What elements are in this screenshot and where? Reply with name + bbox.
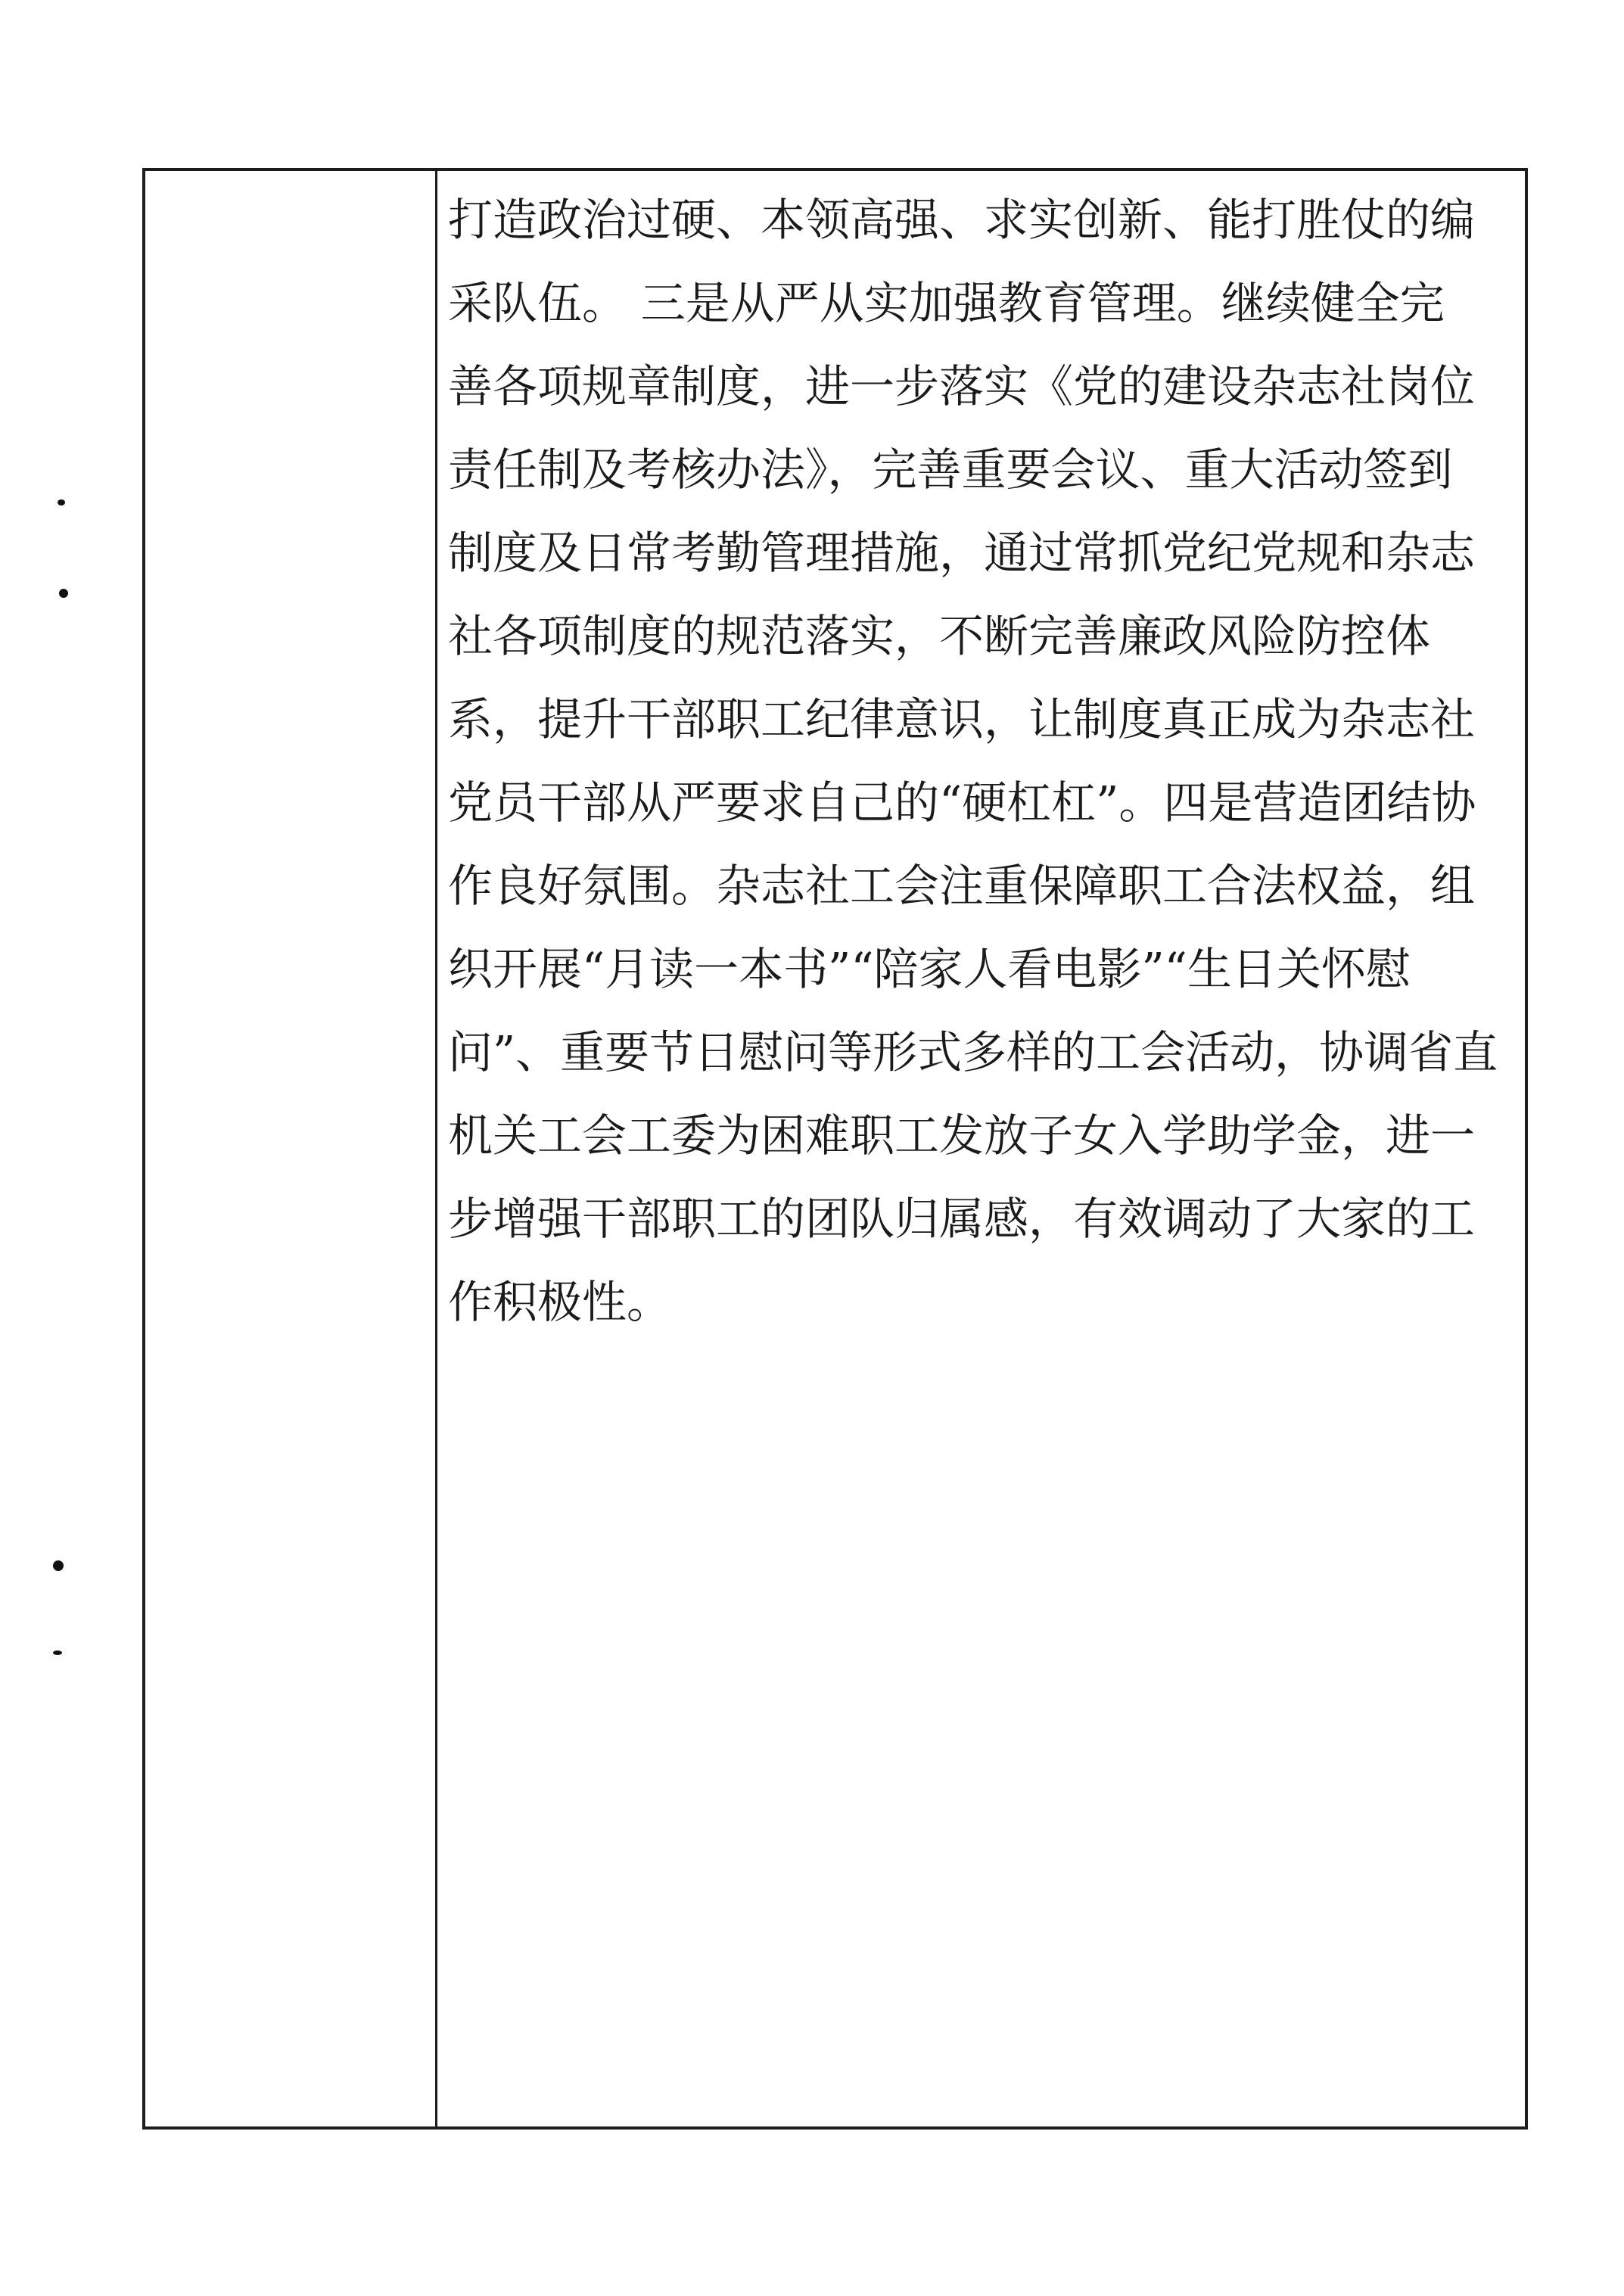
binding-mark-1: [58, 499, 65, 506]
table-label-cell: [145, 171, 435, 2126]
text-line-14: 作积极性。: [448, 1276, 672, 1328]
text-line-10: 织开展“月读一本书”“陪家人看电影”“生日关怀慰: [448, 943, 1411, 995]
text-line-3: 善各项规章制度，进一步落实《党的建设杂志社岗位: [448, 360, 1476, 412]
text-line-12: 机关工会工委为困难职工发放子女入学助学金，进一: [448, 1109, 1476, 1162]
text-line-4: 责任制及考核办法》，完善重要会议、重大活动签到: [448, 443, 1453, 496]
text-line-11: 问”、重要节日慰问等形式多样的工会活动，协调省直: [448, 1026, 1498, 1078]
table-content-cell: [437, 171, 1525, 2126]
text-line-13: 步增强干部职工的团队归属感，有效调动了大家的工: [448, 1193, 1476, 1245]
form-table: [142, 168, 1528, 2130]
text-line-1: 打造政治过硬、本领高强、求实创新、能打胜仗的编: [448, 194, 1476, 246]
text-line-5: 制度及日常考勤管理措施，通过常抓党纪党规和杂志: [448, 527, 1476, 579]
text-line-2: 采队伍。 三是从严从实加强教育管理。继续健全完: [448, 277, 1445, 329]
text-line-7: 系，提升干部职工纪律意识，让制度真正成为杂志社: [448, 693, 1476, 745]
text-line-9: 作良好氛围。杂志社工会注重保障职工合法权益，组: [448, 860, 1476, 912]
binding-mark-2: [59, 589, 68, 598]
text-line-8: 党员干部从严要求自己的“硬杠杠”。四是营造团结协: [448, 776, 1476, 829]
binding-mark-4: [53, 1650, 62, 1655]
binding-mark-3: [53, 1560, 64, 1571]
text-line-6: 社各项制度的规范落实，不断完善廉政风险防控体: [448, 610, 1431, 662]
